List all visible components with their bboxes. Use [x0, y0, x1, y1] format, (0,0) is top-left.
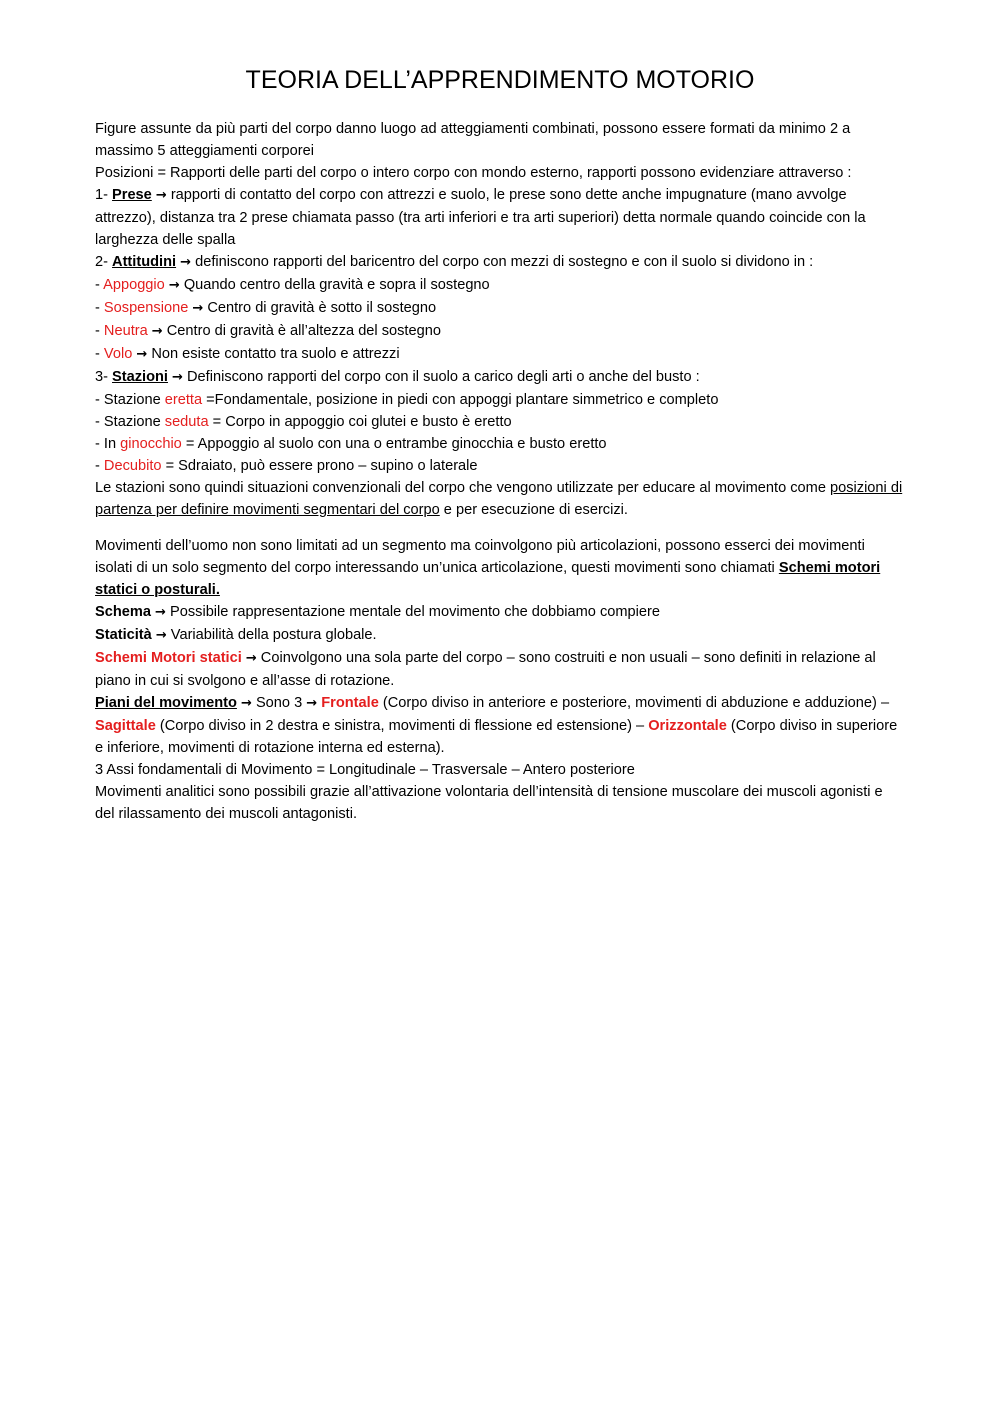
item-prefix: - Stazione: [95, 414, 165, 430]
term-decubito: Decubito: [103, 458, 162, 474]
list-item: - Neutra → Centro di gravità è all’altezza del sostegno: [95, 323, 441, 339]
item-prefix: -: [95, 458, 104, 474]
arrow-icon: →: [240, 696, 252, 711]
document-body: [95, 118, 905, 825]
staticita-text: Variabilità della postura globale.: [166, 627, 377, 643]
term-appoggio: Appoggio: [103, 277, 165, 293]
schema-text: Possibile rappresentazione mentale del movimento che dobbiamo compiere: [165, 604, 660, 620]
orizzontale-text: (Corpo diviso in superiore e inferiore, movimenti di rotazione interna ed esterna).: [95, 718, 898, 756]
item-text: = Appoggio al suolo con una o entrambe ginocchia e busto eretto: [181, 436, 607, 452]
list-item: [95, 455, 905, 477]
movimenti-paragraph: [95, 535, 905, 601]
item-text: = Sdraiato, può essere prono – supino o laterale: [161, 458, 478, 474]
attitudini-number: 2-: [95, 254, 113, 270]
item-text: Quando centro della gravità e sopra il sostegno: [179, 277, 490, 293]
stazioni-number: 3-: [95, 369, 113, 385]
schemi-motori-heading: Schemi motori statici o posturali.: [95, 560, 881, 598]
schema-label: Schema: [95, 604, 151, 620]
stazioni-text: Definiscono rapporti del corpo con il suolo a carico degli arti o anche del busto :: [182, 369, 700, 385]
arrow-icon: →: [192, 301, 204, 316]
prese-paragraph: [95, 184, 905, 251]
item-prefix: - In: [95, 436, 121, 452]
item-text: Centro di gravità è all’altezza del sostegno: [162, 323, 441, 339]
item-text: = Corpo in appoggio coi glutei e busto è eretto: [208, 414, 512, 430]
staticita-line: [95, 624, 905, 647]
term-sospensione: Sospensione: [103, 300, 189, 316]
list-item: - Volo → Non esiste contatto tra suolo e attrezzi: [95, 346, 400, 362]
paragraph-gap: [95, 521, 905, 535]
conclusion-paragraph: [95, 477, 905, 521]
schema-line: [95, 601, 905, 624]
term-frontale: Frontale: [321, 695, 379, 711]
arrow-icon: →: [155, 628, 167, 643]
arrow-icon: →: [155, 188, 167, 203]
piani-label: Piani del movimento: [95, 695, 237, 711]
sagittale-text: (Corpo diviso in 2 destra e sinistra, movimenti di flessione ed estensione) –: [155, 718, 649, 734]
arrow-icon: →: [151, 324, 163, 339]
term-neutra: Neutra: [103, 323, 148, 339]
staticita-label: Staticità: [95, 627, 152, 643]
piani-paragraph: [95, 692, 905, 759]
term-sagittale: Sagittale: [95, 718, 156, 734]
term-volo: Volo: [103, 346, 133, 362]
term-orizzontale: Orizzontale: [648, 718, 727, 734]
intro-paragraph: Figure assunte da più parti del corpo danno luogo ad atteggiamenti combinati, possono essere formati da minimo 2 a massimo 5 atteggiamenti corporei: [95, 121, 851, 159]
stazioni-paragraph: [95, 366, 905, 389]
frontale-text: (Corpo diviso in anteriore e posteriore, movimenti di abduzione e adduzione) –: [378, 695, 890, 711]
prese-text: rapporti di contatto del corpo con attrezzi e suolo, le prese sono dette anche impugnature (mano avvolge attrezzo), distanza tra 2 prese chiamata passo (tra arti inferiori e tra arti superiori) detta normale quando coincide con la larghezza delle spalla: [95, 187, 866, 248]
arrow-icon: →: [172, 370, 183, 385]
list-item: [95, 411, 905, 433]
piani-sono: Sono 3: [251, 695, 307, 711]
arrow-icon: →: [136, 347, 148, 362]
schemi-statici-text: Coinvolgono una sola parte del corpo – sono costruiti e non usuali – sono definiti in relazione al piano in cui si svolgono e all’asse di rotazione.: [95, 650, 876, 689]
arrow-icon: →: [245, 651, 257, 666]
conclusion-underlined: posizioni di partenza per definire movimenti segmentari del corpo: [95, 480, 903, 518]
attitudini-label: Attitudini: [112, 254, 177, 270]
arrow-icon: →: [155, 605, 166, 620]
conclusion-text: Le stazioni sono quindi situazioni convenzionali del corpo che vengono utilizzate per educare al movimento come: [95, 480, 830, 496]
arrow-icon: →: [168, 278, 180, 293]
movimenti-text: Movimenti dell’uomo non sono limitati ad un segmento ma coinvolgono più articolazioni, possono esserci dei movimenti isolati di un solo segmento del corpo interessando un’unica articolazione, questi movimenti sono chiamati: [95, 538, 865, 576]
list-item: [95, 389, 905, 411]
list-item: [95, 433, 905, 455]
attitudini-paragraph: [95, 251, 905, 274]
term-eretta: eretta: [164, 392, 203, 408]
conclusion-tail: e per esecuzione di esercizi.: [439, 502, 628, 518]
prese-number: 1-: [95, 187, 113, 203]
list-item: - Appoggio → Quando centro della gravità e sopra il sostegno: [95, 277, 490, 293]
prese-label: Prese: [112, 187, 152, 203]
term-seduta: seduta: [164, 414, 209, 430]
term-ginocchio: ginocchio: [120, 436, 182, 452]
item-text: =Fondamentale, posizione in piedi con appoggi plantare simmetrico e completo: [202, 392, 719, 408]
arrow-icon: →: [180, 255, 192, 270]
posizioni-paragraph: Posizioni = Rapporti delle parti del corpo o intero corpo con mondo esterno, rapporti possono evidenziare attraverso :: [95, 165, 852, 181]
analitici-paragraph: Movimenti analitici sono possibili grazie all’attivazione volontaria dell’intensità di tensione muscolare dei muscoli agonisti e del rilassamento dei muscoli antagonisti.: [95, 784, 883, 822]
item-prefix: - Stazione: [95, 392, 165, 408]
stazioni-label: Stazioni: [112, 369, 168, 385]
schemi-statici-label: Schemi Motori statici: [95, 650, 242, 666]
page-title: TEORIA DELL’APPRENDIMENTO MOTORIO: [245, 66, 755, 94]
attitudini-text: definiscono rapporti del baricentro del corpo con mezzi di sostegno e con il suolo si dividono in :: [191, 254, 814, 270]
assi-line: 3 Assi fondamentali di Movimento = Longitudinale – Trasversale – Antero posteriore: [95, 762, 635, 778]
schemi-statici-paragraph: [95, 647, 905, 692]
item-text: Centro di gravità è sotto il sostegno: [203, 300, 437, 316]
item-text: Non esiste contatto tra suolo e attrezzi: [147, 346, 400, 362]
arrow-icon: →: [306, 696, 318, 711]
list-item: - Sospensione → Centro di gravità è sotto il sostegno: [95, 300, 437, 316]
